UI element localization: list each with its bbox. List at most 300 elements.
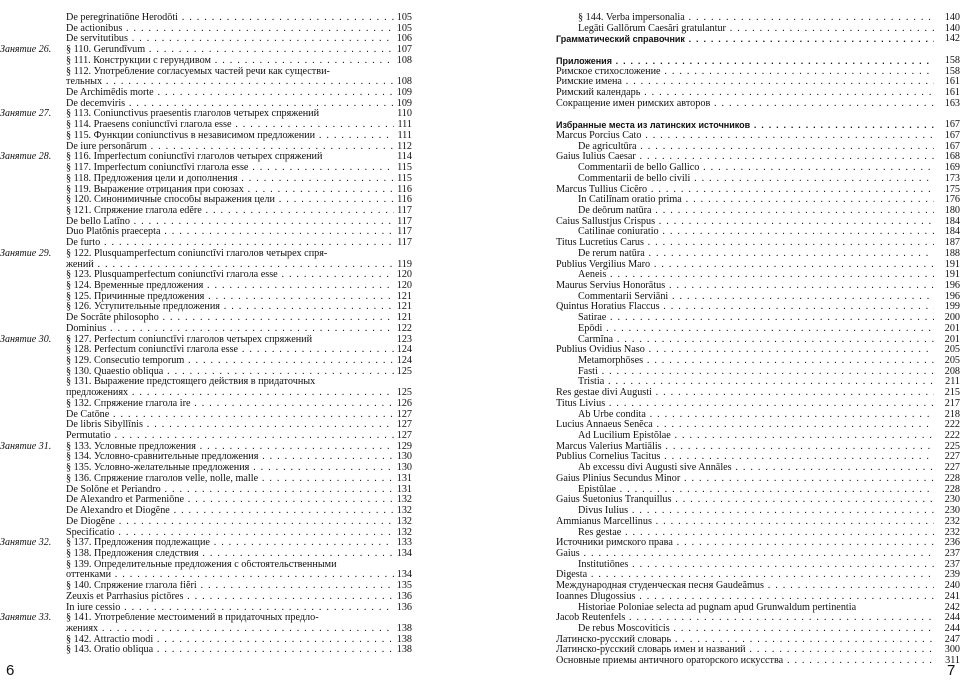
page-ref: 119: [397, 258, 412, 270]
toc-entry: [0, 109, 430, 120]
page-ref: 136: [396, 590, 412, 602]
entry-title: § 121. Спряжение глагола edĕre . . .: [66, 206, 394, 217]
toc-entry: [0, 45, 430, 56]
page-ref: 161: [944, 87, 960, 99]
page-ref: 168: [944, 151, 960, 163]
entry-title: Zeuxis et Parrhasius pictōres . . .: [66, 592, 394, 603]
toc-entry: [556, 549, 968, 560]
entry-title: Tristia . . .: [578, 377, 934, 388]
page-ref: 187: [944, 237, 960, 249]
toc-entry: [556, 442, 968, 453]
toc-entry: [556, 77, 968, 88]
toc-entry: [0, 517, 430, 528]
page-ref: 132: [396, 494, 412, 506]
toc-entry: [556, 635, 968, 646]
page-ref: 140: [944, 12, 960, 23]
entry-title: De rerum natūra . . .: [578, 249, 934, 260]
page-ref: 191: [944, 258, 960, 270]
entry-title: Латинско-русский словарь имен и названий . . .: [556, 645, 934, 656]
page-ref: 129: [396, 440, 412, 452]
page-ref: 240: [944, 580, 960, 592]
page-ref: 180: [944, 204, 960, 216]
entry-title: Publius Cornelius Tacitus . . .: [556, 452, 934, 463]
entry-title: предложениях . . .: [66, 388, 394, 399]
page-ref: 111: [397, 119, 412, 131]
page-ref: 237: [944, 547, 960, 559]
page-ref: 124: [396, 344, 412, 356]
entry-title: § 117. Imperfectum coniunctīvi глагола esse . . .: [66, 163, 394, 174]
left-page-number: 6: [6, 662, 15, 679]
entry-title: De agricultūra . . .: [578, 142, 934, 153]
entry-title: тельных . . .: [66, 77, 394, 88]
page-ref: 138: [396, 644, 412, 656]
entry-title: § 127. Perfectum coniunctīvi глаголов четырех спряжений: [66, 334, 313, 345]
lesson-label: Занятие 26.: [0, 44, 52, 56]
page-ref: 201: [944, 333, 960, 345]
page-ref: 110: [397, 108, 412, 120]
toc-entry: [0, 345, 430, 356]
toc-entry: [0, 356, 430, 367]
entry-title: § 115. Функции coniunctivus в независимом предложении . . .: [66, 131, 394, 142]
toc-entry: [556, 324, 968, 335]
lesson-label: Занятие 33.: [0, 612, 52, 624]
entry-title: Epistŭlae . . .: [578, 485, 934, 496]
toc-entry: [556, 152, 968, 163]
page-ref: 135: [396, 580, 412, 592]
toc-entry: [556, 99, 968, 110]
right-page-number: 7: [947, 662, 956, 679]
toc-entry: [556, 142, 968, 153]
toc-entry: [0, 174, 430, 185]
page-ref: 127: [396, 430, 412, 442]
page-ref: 184: [944, 226, 960, 238]
entry-title: Латинско-русский словарь . . .: [556, 635, 934, 646]
entry-title: Publius Vergilius Maro . . .: [556, 260, 934, 271]
entry-title: жений . . .: [66, 260, 394, 271]
toc-entry: [0, 260, 430, 271]
page-ref: 138: [396, 633, 412, 645]
entry-title: De bello Latīno . . .: [66, 217, 394, 228]
toc-entry: [556, 260, 968, 271]
entry-title: Marcus Tullius Cicĕro . . .: [556, 185, 934, 196]
toc-entry: [0, 292, 430, 303]
toc-entry: [556, 120, 968, 131]
page-ref: 109: [396, 97, 412, 109]
toc-entry: [556, 174, 968, 185]
page-ref: 222: [944, 430, 960, 442]
entry-title: De servitutibus . . .: [66, 34, 394, 45]
toc-entry: [556, 463, 968, 474]
toc-entry: [556, 474, 968, 485]
entry-title: Международная студенческая песня Gaudeămus . . .: [556, 581, 934, 592]
entry-title: Publius Ovidius Naso . . .: [556, 345, 934, 356]
toc-entry: [556, 292, 968, 303]
lesson-label: Занятие 29.: [0, 247, 52, 259]
page-ref: 158: [944, 54, 960, 66]
toc-entry: [556, 227, 968, 238]
toc-entry: [0, 335, 430, 346]
page-ref: 225: [944, 440, 960, 452]
toc-entry: [556, 185, 968, 196]
toc-entry: [556, 217, 968, 228]
page-ref: 169: [944, 162, 960, 174]
toc-entry: [0, 635, 430, 646]
page-ref: 134: [396, 547, 412, 559]
entry-title: § 128. Perfectum coniunctīvi глагола esse . . .: [66, 345, 394, 356]
page-ref: 122: [396, 322, 412, 334]
toc-entry: [0, 217, 430, 228]
toc-entry: [0, 463, 430, 474]
entry-title: Commentarii de bello civili . . .: [578, 174, 934, 185]
page-ref: 130: [396, 451, 412, 463]
toc-entry: [0, 592, 430, 603]
page-ref: 188: [944, 247, 960, 259]
toc-entry: [556, 345, 968, 356]
toc-entry: [556, 570, 968, 581]
toc-entry: [556, 495, 968, 506]
entry-title: Historiae Poloniae selecta ad pugnam apud Grunwaldum pertinentia: [578, 602, 857, 613]
entry-title: Ad Lucilium Epistŏlae . . .: [578, 431, 934, 442]
toc-entry: [556, 388, 968, 399]
entry-title: Carmĭna . . .: [578, 335, 934, 346]
entry-title: Ab excessu divi Augusti sive Annāles . . .: [578, 463, 934, 474]
page-ref: 173: [944, 172, 960, 184]
page-ref: 244: [944, 612, 960, 624]
entry-title: Quintus Horatius Flaccus . . .: [556, 302, 934, 313]
entry-title: Caius Sallustjus Crispus . . .: [556, 217, 934, 228]
page-ref: 105: [396, 22, 412, 34]
entry-title: § 133. Условные предложения . . .: [66, 442, 394, 453]
right-page-toc: [556, 13, 968, 667]
toc-entry: [0, 34, 430, 45]
page-ref: 211: [945, 376, 960, 388]
entry-title: § 116. Imperfectum coniunctīvi глаголов четырех спряжений: [66, 152, 323, 163]
page-ref: 236: [944, 537, 960, 549]
lesson-label: Занятие 31.: [0, 440, 52, 452]
page-ref: 136: [396, 601, 412, 613]
entry-title: De Archimēdis morte . . .: [66, 88, 394, 99]
page-ref: 120: [396, 269, 412, 281]
toc-entry: [556, 452, 968, 463]
toc-entry: [0, 88, 430, 99]
entry-title: § 119. Выражение отрицания при союзах . . .: [66, 185, 394, 196]
page-ref: 184: [944, 215, 960, 227]
toc-entry: [556, 528, 968, 539]
page-ref: 208: [944, 365, 960, 377]
entry-title: Titus Lucretius Carus . . .: [556, 238, 934, 249]
toc-entry: [0, 67, 430, 78]
page-ref: 167: [944, 119, 960, 131]
entry-title: § 143. Oratio obliqua . . .: [66, 645, 394, 656]
page-ref: 227: [944, 451, 960, 463]
page-ref: 125: [396, 365, 412, 377]
page-ref: 215: [944, 387, 960, 399]
toc-entry: [556, 410, 968, 421]
toc-entry: [0, 56, 430, 67]
page-ref: 218: [944, 408, 960, 420]
page-ref: 111: [397, 129, 412, 141]
page-ref: 138: [396, 622, 412, 634]
entry-title: Aeneis . . .: [578, 270, 934, 281]
entry-title: Marcus Porcius Cato . . .: [556, 131, 934, 142]
toc-entry: [0, 645, 430, 656]
entry-title: Gaius Iulius Caesar . . .: [556, 152, 934, 163]
entry-title: Римское стихосложение . . .: [556, 67, 934, 78]
toc-entry: [0, 538, 430, 549]
entry-title: Римский календарь . . .: [556, 88, 934, 99]
entry-title: De furto . . .: [66, 238, 394, 249]
toc-entry: [0, 388, 430, 399]
toc-entry: [556, 560, 968, 571]
entry-title: Commentarii de bello Gallico . . .: [578, 163, 934, 174]
entry-title: De decemviris . . .: [66, 99, 394, 110]
entry-title: De Alexandro et Parmeniōne . . .: [66, 495, 394, 506]
page-ref: 127: [396, 408, 412, 420]
page-ref: 121: [396, 301, 412, 313]
page-ref: 222: [944, 419, 960, 431]
page-ref: 107: [396, 44, 412, 56]
entry-title: De peregrinatiōne Herodōti . . .: [66, 13, 394, 24]
toc-entry: [0, 227, 430, 238]
toc-entry: [556, 420, 968, 431]
entry-title: § 139. Определительные предложения с обстоятельственными: [66, 559, 337, 570]
page-ref: 196: [944, 290, 960, 302]
entry-title: In Catilīnam oratio prima . . .: [578, 195, 934, 206]
entry-title: § 124. Временные предложения . . .: [66, 281, 394, 292]
entry-title: § 113. Coniunctivus praesentis глаголов четырех спряжений: [66, 109, 320, 120]
lesson-label: Занятие 27.: [0, 108, 52, 120]
toc-entry: [556, 195, 968, 206]
page-ref: 117: [397, 226, 412, 238]
toc-entry: [0, 249, 430, 260]
toc-entry: [556, 538, 968, 549]
entry-title: § 111. Конструкции с герундивом . . .: [66, 56, 394, 67]
page-ref: 228: [944, 483, 960, 495]
entry-title: § 138. Предложения следствия . . .: [66, 549, 394, 560]
page-ref: 115: [397, 162, 412, 174]
page-ref: 114: [397, 151, 412, 163]
toc-entry: [0, 560, 430, 571]
entry-title: De Socrăte philosopho . . .: [66, 313, 394, 324]
entry-title: De Diogĕne . . .: [66, 517, 394, 528]
toc-entry: [556, 356, 968, 367]
page-ref: 311: [945, 655, 960, 667]
page-ref: 132: [396, 515, 412, 527]
toc-entry: [556, 506, 968, 517]
page-ref: 176: [944, 194, 960, 206]
toc-entry: [0, 206, 430, 217]
page-ref: 108: [396, 54, 412, 66]
entry-title: § 140. Спряжение глагола fiĕri . . .: [66, 581, 394, 592]
toc-entry: [0, 324, 430, 335]
entry-title: Сокращение имен римских авторов . . .: [556, 99, 934, 110]
entry-title: De actionibus . . .: [66, 24, 394, 35]
page-ref: 201: [944, 322, 960, 334]
page-ref: 300: [944, 644, 960, 656]
entry-title: Catilinae coniuratio . . .: [578, 227, 934, 238]
toc-entry: [556, 517, 968, 528]
toc-entry: [0, 24, 430, 35]
page-ref: 239: [944, 569, 960, 581]
toc-entry: [0, 313, 430, 324]
entry-title: Legāti Gallōrum Caesări gratulantur . . .: [578, 24, 934, 35]
entry-title: Permutatio . . .: [66, 431, 394, 442]
entry-title: Digesta . . .: [556, 570, 934, 581]
page-ref: 232: [944, 526, 960, 538]
toc-entry: [0, 528, 430, 539]
toc-entry: [556, 581, 968, 592]
toc-entry: [0, 367, 430, 378]
page-ref: 124: [396, 355, 412, 366]
entry-title: § 122. Plusquamperfectum coniunctīvi глаголов четырех спря-: [66, 248, 328, 259]
entry-title: § 120. Синонимичные способы выражения цели . . .: [66, 195, 394, 206]
toc-entry: [556, 163, 968, 174]
page-ref: 125: [396, 387, 412, 399]
toc-entry: [556, 34, 968, 45]
entry-title: Titus Livius . . .: [556, 399, 934, 410]
entry-title: Gaius Plinius Secundus Minor . . .: [556, 474, 934, 485]
entry-title: De Solōne et Periandro . . .: [66, 485, 394, 496]
entry-title: § 129. Consecutio temporum . . .: [66, 356, 394, 367]
page-ref: 112: [397, 140, 412, 152]
toc-entry: [556, 24, 968, 35]
page-ref: 108: [396, 76, 412, 88]
page-ref: 123: [396, 333, 412, 345]
page-ref: 230: [944, 505, 960, 517]
toc-entry: [0, 549, 430, 560]
page-ref: 200: [944, 312, 960, 324]
page-ref: 196: [944, 279, 960, 291]
toc-entry: [556, 238, 968, 249]
lesson-label: Занятие 30.: [0, 333, 52, 345]
entry-title: Satirae . . .: [578, 313, 934, 324]
page-ref: 247: [944, 633, 960, 645]
toc-entry: [0, 77, 430, 88]
entry-title: § 118. Предложения цели и дополнения . . .: [66, 174, 394, 185]
page-ref: 161: [944, 76, 960, 88]
entry-title: Fasti . . .: [578, 367, 934, 378]
entry-title: Commentarii Serviāni . . .: [578, 292, 934, 303]
toc-entry: [0, 474, 430, 485]
toc-entry: [556, 399, 968, 410]
entry-title: Lucius Annaeus Sеnĕca . . .: [556, 420, 934, 431]
entry-title: Gaius . . .: [556, 549, 934, 560]
entry-title: Institutiōnes . . .: [578, 560, 934, 571]
page-ref: 132: [396, 505, 412, 517]
page-ref: 127: [396, 419, 412, 431]
entry-title: § 141. Употребление местоимений в придаточных предло-: [66, 613, 319, 624]
entry-title: Ammianus Marcellinus . . .: [556, 517, 934, 528]
page-ref: 167: [944, 129, 960, 141]
toc-entry: [556, 656, 968, 667]
entry-title: § 137. Предложения подлежащие . . .: [66, 538, 394, 549]
entry-title: § 110. Gerundīvum . . .: [66, 45, 394, 56]
entry-title: Dominius . . .: [66, 324, 394, 335]
entry-title: Основные приемы античного ораторского искусства . . .: [556, 656, 934, 667]
toc-entry: [0, 195, 430, 206]
entry-title: Duo Platōnis praecepta . . .: [66, 227, 394, 238]
toc-entry: [0, 99, 430, 110]
page-ref: 167: [944, 140, 960, 152]
toc-entry: [0, 377, 430, 388]
page-ref: 158: [944, 65, 960, 77]
toc-entry: [0, 152, 430, 163]
toc-entry: [0, 570, 430, 581]
toc-entry: [0, 399, 430, 410]
page-ref: 132: [396, 526, 412, 538]
page-ref: 120: [396, 279, 412, 291]
page-ref: 191: [944, 269, 960, 281]
entry-title: De Catōne . . .: [66, 410, 394, 421]
entry-title: Specificatio . . .: [66, 528, 394, 539]
page-ref: 142: [944, 33, 960, 45]
entry-title: De Alexandro et Diogĕne . . .: [66, 506, 394, 517]
toc-entry: [556, 109, 968, 120]
page-ref: 133: [396, 537, 412, 549]
entry-title: § 144. Verba impersonalia . . .: [578, 13, 934, 24]
entry-title: Jacob Reutenfels . . .: [556, 613, 934, 624]
page-ref: 116: [397, 194, 412, 206]
lesson-label: Занятие 28.: [0, 151, 52, 163]
page-ref: 121: [396, 312, 412, 324]
toc-entry: [0, 163, 430, 174]
toc-entry: [556, 281, 968, 292]
entry-title: Epōdi . . .: [578, 324, 934, 335]
entry-title: Divus Iulius . . .: [578, 506, 934, 517]
toc-entry: [0, 506, 430, 517]
page-ref: 217: [944, 397, 960, 409]
page-ref: 131: [396, 483, 412, 495]
page-ref: 117: [397, 237, 412, 249]
entry-title: § 114. Praesens coniunctīvi глагола esse . . .: [66, 120, 394, 131]
entry-title: § 123. Plusquamperfectum coniunctīvi глагола esse . . .: [66, 270, 394, 281]
entry-title: § 112. Употребление согласуемых частей речи как существи-: [66, 66, 330, 77]
toc-entry: [0, 120, 430, 131]
page-ref: 131: [396, 472, 412, 484]
toc-entry: [0, 410, 430, 421]
toc-entry: [556, 367, 968, 378]
entry-title: Грамматический справочник . . .: [556, 34, 934, 45]
toc-entry: [0, 131, 430, 142]
toc-entry: [0, 581, 430, 592]
toc-entry: [556, 613, 968, 624]
toc-entry: [0, 302, 430, 313]
page-ref: 228: [944, 472, 960, 484]
page-ref: 134: [396, 569, 412, 581]
entry-title: § 134. Условно-сравнительные предложения . . .: [66, 452, 394, 463]
entry-title: De iure personārum . . .: [66, 142, 394, 153]
entry-title: оттенками . . .: [66, 570, 394, 581]
toc-entry: [0, 442, 430, 453]
toc-entry: [0, 142, 430, 153]
entry-title: § 136. Спряжение глаголов velle, nolle, malle . . .: [66, 474, 394, 485]
entry-title: § 125. Причинные предложения . . .: [66, 292, 394, 303]
toc-entry: [556, 88, 968, 99]
toc-entry: [556, 335, 968, 346]
toc-entry: [0, 431, 430, 442]
toc-entry: [0, 13, 430, 24]
page-ref: 232: [944, 515, 960, 527]
page-ref: 227: [944, 462, 960, 474]
page-ref: 244: [944, 622, 960, 634]
entry-title: Marcus Valerius Martiālis . . .: [556, 442, 934, 453]
toc-entry: [556, 206, 968, 217]
toc-entry: [556, 313, 968, 324]
toc-entry: [0, 281, 430, 292]
entry-title: § 131. Выражение предстоящего действия в придаточных: [66, 377, 316, 388]
page-ref: 230: [944, 494, 960, 506]
page-ref: 205: [944, 355, 960, 366]
